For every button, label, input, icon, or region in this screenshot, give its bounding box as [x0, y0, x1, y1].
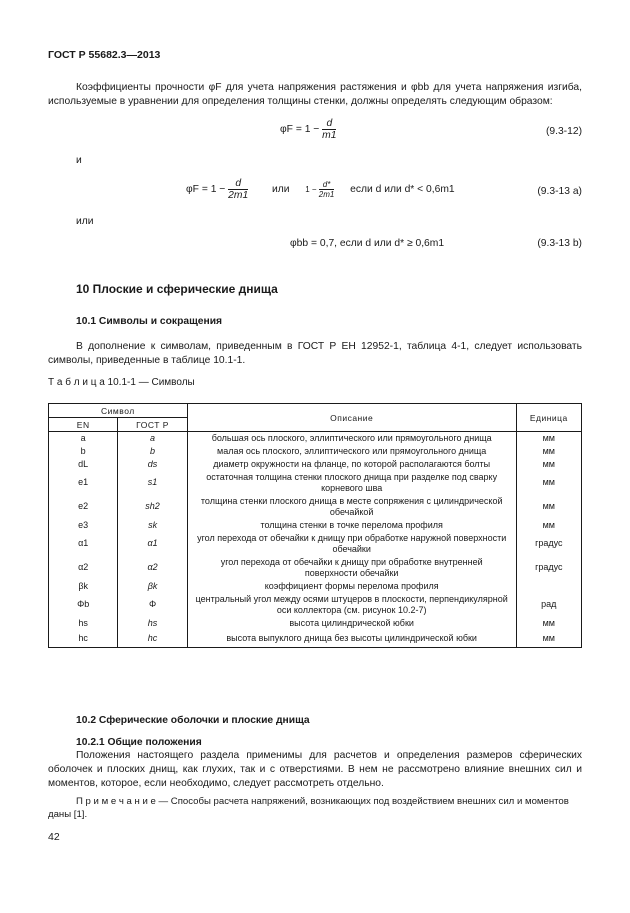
section-10-1-title: 10.1 Символы и сокращения — [76, 316, 223, 327]
table-row — [49, 471, 582, 495]
cell-gost: a — [118, 432, 187, 445]
eq1-fraction — [322, 118, 336, 141]
eq2-fraction — [228, 178, 248, 201]
cell-description: угол перехода от обечайки к днищу при обработке внутренней поверхности обечайки — [187, 556, 516, 580]
eq2-numerator: d — [228, 178, 248, 190]
table-head-symbol: Символ — [49, 404, 188, 418]
cell-gost: βk — [118, 580, 187, 593]
table-row — [49, 593, 582, 617]
table-row — [49, 532, 582, 556]
section-10-2-1-paragraph: Положения настоящего раздела применимы для расчетов и определения размеров сферических оболочек и плоских днищ, как глухих, так и с отверстиями. В нем не рассмотрено влияние внешних сил и моментов, которое, если необходимо, следует рассмотреть отдельно. — [48, 750, 582, 789]
cell-gost: hc — [118, 630, 187, 648]
section-10-2-1-title: 10.2.1 Общие положения — [76, 737, 202, 748]
cell-en: e2 — [49, 495, 118, 519]
eq2-alt-denominator: 2m1 — [318, 190, 335, 199]
cell-en: e1 — [49, 471, 118, 495]
cell-en: dL — [49, 458, 118, 471]
table-caption: Т а б л и ц а 10.1-1 — Символы — [48, 377, 195, 388]
equation-9-3-12 — [280, 118, 336, 141]
cell-description: коэффициент формы перелома профиля — [187, 580, 516, 593]
cell-description: малая ось плоского, эллиптического или прямоугольного днища — [187, 445, 516, 458]
table-row — [49, 630, 582, 648]
cell-en: e3 — [49, 519, 118, 532]
cell-gost: α1 — [118, 532, 187, 556]
cell-unit: мм — [516, 432, 581, 445]
cell-description: остаточная толщина стенки плоского днища при разделке под сварку корневого шва — [187, 471, 516, 495]
table-row — [49, 556, 582, 580]
cell-unit: градус — [516, 532, 581, 556]
cell-gost: b — [118, 445, 187, 458]
eq1-rel: = 1 − — [292, 124, 323, 136]
document-header: ГОСТ Р 55682.3—2013 — [48, 49, 161, 61]
cell-en: hc — [49, 630, 118, 648]
cell-unit — [516, 580, 581, 593]
cell-description: большая ось плоского, эллиптического или прямоугольного днища — [187, 432, 516, 445]
cell-description: центральный угол между осями штуцеров в плоскости, перпендикулярной оси коллектора (см. рисунок 10.2-7) — [187, 593, 516, 617]
eq1-numerator: d — [322, 118, 336, 130]
cell-unit: градус — [516, 556, 581, 580]
section-10-title: 10 Плоские и сферические днища — [76, 282, 278, 296]
eq2-alt-fraction — [319, 180, 335, 199]
intro-paragraph: Коэффициенты прочности φF для учета напряжения растяжения и φbb для учета напряжения изгиба, используемые в уравнении для определения толщины стенки, должны определять следующим образом: — [48, 82, 582, 107]
cell-unit: мм — [516, 630, 581, 648]
cell-en: α1 — [49, 532, 118, 556]
conjunction-or: или — [76, 216, 94, 227]
eq2-rel: = 1 − — [198, 184, 229, 196]
cell-description: диаметр окружности на фланце, по которой располагаются болты — [187, 458, 516, 471]
table-head-unit: Единица — [516, 404, 581, 432]
cell-unit: мм — [516, 617, 581, 630]
table-row — [49, 495, 582, 519]
cell-unit: мм — [516, 471, 581, 495]
cell-en: a — [49, 432, 118, 445]
note-paragraph: П р и м е ч а н и е — Способы расчета напряжений, возникающих под воздействием внешних сил и моментов даны [1]. — [48, 796, 569, 820]
table-head-en: EN — [49, 418, 118, 432]
cell-gost: ds — [118, 458, 187, 471]
cell-en: hs — [49, 617, 118, 630]
eq2-condition: если d или d* < 0,6m1 — [350, 184, 455, 196]
table-head-gost: ГОСТ Р — [118, 418, 187, 432]
table-row — [49, 617, 582, 630]
cell-gost: sh2 — [118, 495, 187, 519]
table-head-description: Описание — [187, 404, 516, 432]
eq2-denominator: 2m1 — [228, 190, 249, 201]
cell-en: βk — [49, 580, 118, 593]
cell-description: толщина стенки плоского днища в месте сопряжения с цилиндрической обечайкой — [187, 495, 516, 519]
cell-description: высота выпуклого днища без высоты цилиндрической юбки — [187, 630, 516, 648]
cell-en: Φb — [49, 593, 118, 617]
eq2-or: или — [271, 184, 290, 196]
table-row — [49, 458, 582, 471]
cell-description: угол перехода от обечайки к днищу при обработке наружной поверхности обечайки — [187, 532, 516, 556]
eq2-alt-numerator: d* — [319, 180, 335, 190]
equation-9-3-13b: φbb = 0,7, если d или d* ≥ 0,6m1 — [290, 238, 445, 249]
symbols-table — [48, 403, 582, 648]
table-row — [49, 445, 582, 458]
section-10-1-paragraph: В дополнение к символам, приведенным в ГОСТ Р ЕН 12952-1, таблица 4-1, следует использовать символы, приведенные в таблице 10.1-1. — [48, 341, 582, 366]
eq2-lhs: φF — [186, 184, 199, 196]
equation-9-3-13a — [186, 178, 455, 201]
cell-unit: мм — [516, 495, 581, 519]
eq1-lhs: φF — [280, 124, 293, 136]
cell-description: высота цилиндрической юбки — [187, 617, 516, 630]
conjunction-and: и — [76, 155, 82, 166]
cell-gost: α2 — [118, 556, 187, 580]
cell-gost: s1 — [118, 471, 187, 495]
cell-en: b — [49, 445, 118, 458]
section-10-2-title: 10.2 Сферические оболочки и плоские днища — [76, 715, 310, 726]
equation-number-9-3-13a: (9.3-13 a) — [537, 186, 582, 197]
cell-gost: Φ — [118, 593, 187, 617]
cell-unit: мм — [516, 458, 581, 471]
cell-gost: hs — [118, 617, 187, 630]
page-number: 42 — [48, 831, 60, 843]
table-row — [49, 519, 582, 532]
cell-unit: мм — [516, 519, 581, 532]
equation-number-9-3-13b: (9.3-13 b) — [537, 238, 582, 249]
cell-unit: рад — [516, 593, 581, 617]
table-row — [49, 432, 582, 445]
equation-number-9-3-12: (9.3-12) — [545, 126, 582, 137]
cell-gost: sk — [118, 519, 187, 532]
cell-description: толщина стенки в точке перелома профиля — [187, 519, 516, 532]
cell-unit: мм — [516, 445, 581, 458]
eq2-alt-prefix: 1 − — [305, 185, 319, 195]
eq1-denominator: m1 — [322, 130, 337, 141]
table-row — [49, 580, 582, 593]
cell-en: α2 — [49, 556, 118, 580]
